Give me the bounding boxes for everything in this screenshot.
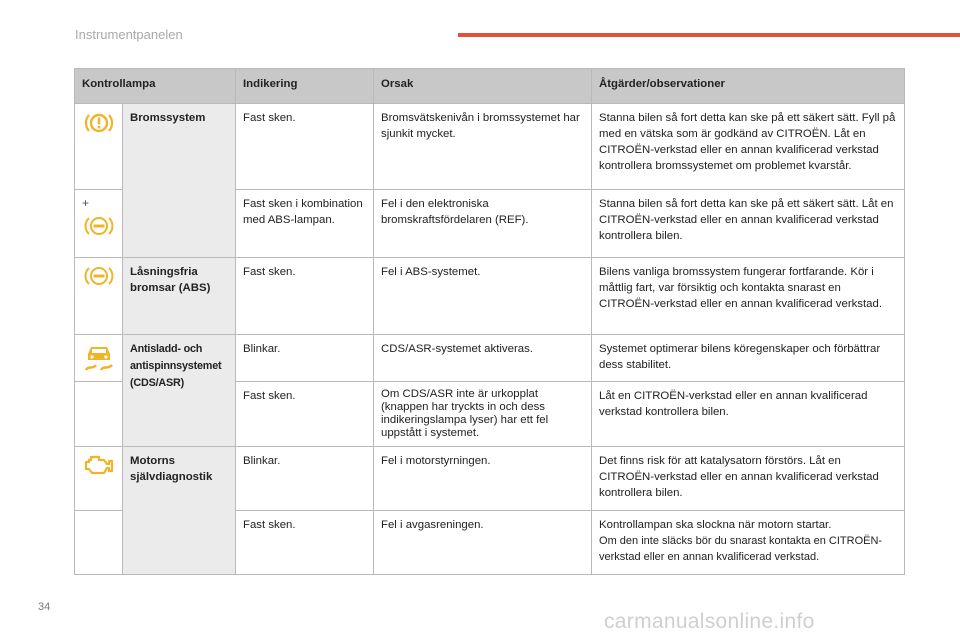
skid-car-icon — [83, 341, 115, 373]
cause-cell: Fel i ABS-systemet. — [374, 258, 592, 335]
brake-warning-icon — [84, 110, 114, 136]
indication-cell: Fast sken. — [236, 258, 374, 335]
table-row — [75, 104, 905, 190]
cause-cell: Fel i avgasreningen. — [374, 511, 592, 575]
icon-cell — [75, 382, 123, 447]
table-header-row — [75, 69, 905, 104]
action-cell — [592, 511, 905, 575]
action-cell: Stanna bilen så fort detta kan ske på ett säkert sätt. Låt en CITROËN-verkstad eller en annan kvalificerad verkstad kontrollera bilen. — [592, 190, 905, 258]
page-number: 34 — [38, 601, 51, 613]
header-indikering: Indikering — [236, 69, 374, 104]
indication-cell: Fast sken. — [236, 511, 374, 575]
abs-icon — [84, 264, 114, 288]
header-kontrollampa: Kontrollampa — [75, 69, 236, 104]
indication-cell: Blinkar. — [236, 447, 374, 511]
cause-cell: Fel i den elektroniska bromskraftsfördelaren (REF). — [374, 190, 592, 258]
cause-cell: Fel i motorstyrningen. — [374, 447, 592, 511]
lamp-name-abs: Låsningsfria bromsar (ABS) — [123, 258, 236, 335]
icon-cell — [75, 447, 123, 511]
warning-lamp-table — [74, 68, 905, 575]
header-orsak: Orsak — [374, 69, 592, 104]
action-line: Kontrollampan ska slockna när motorn startar. — [599, 519, 832, 531]
watermark-text: carmanualsonline.info — [604, 610, 815, 633]
table-row — [75, 258, 905, 335]
indication-cell: Fast sken. — [236, 104, 374, 190]
action-cell: Bilens vanliga bromssystem fungerar fortfarande. Kör i måttlig fart, var försiktig och kontakta snarast en CITROËN-verkstad eller en annan kvalificerad verkstad. — [592, 258, 905, 335]
header-rule — [458, 33, 960, 37]
cause-cell: CDS/ASR-systemet aktiveras. — [374, 335, 592, 382]
action-cell: Låt en CITROËN-verkstad eller en annan kvalificerad verkstad kontrollera bilen. — [592, 382, 905, 447]
abs-icon — [84, 214, 114, 238]
engine-check-icon — [82, 453, 116, 477]
lamp-name-cds-asr: Antisladd- och antispinnsystemet (CDS/ASR) — [123, 335, 236, 447]
plus-sign: + — [82, 196, 90, 210]
cause-cell: Bromsvätskenivån i bromssystemet har sjunkit mycket. — [374, 104, 592, 190]
icon-cell — [75, 190, 123, 258]
icon-cell — [75, 104, 123, 190]
indication-cell: Fast sken i kombination med ABS-lampan. — [236, 190, 374, 258]
table-row — [75, 335, 905, 382]
lamp-name-engine: Motorns självdiagnostik — [123, 447, 236, 575]
section-title: Instrumentpanelen — [75, 27, 183, 42]
icon-cell — [75, 258, 123, 335]
header-atgarder: Åtgärder/observationer — [592, 69, 905, 104]
icon-cell — [75, 335, 123, 382]
action-line: Om den inte släcks bör du snarast kontakta en CITROËN-verkstad eller en annan kvalificerad verkstad. — [599, 535, 883, 563]
icon-cell — [75, 511, 123, 575]
indication-cell: Fast sken. — [236, 382, 374, 447]
table-row — [75, 447, 905, 511]
action-cell: Systemet optimerar bilens köregenskaper och förbättrar dess stabilitet. — [592, 335, 905, 382]
action-cell: Det finns risk för att katalysatorn förstörs. Låt en CITROËN-verkstad eller en annan kvalificerad verkstad kontrollera bilen. — [592, 447, 905, 511]
indication-cell: Blinkar. — [236, 335, 374, 382]
lamp-name-brake: Bromssystem — [123, 104, 236, 258]
cause-cell: Om CDS/ASR inte är urkopplat (knappen har tryckts in och dess indikeringslampa lyser) har ett fel uppstått i systemet. — [374, 382, 592, 447]
action-cell: Stanna bilen så fort detta kan ske på ett säkert sätt. Fyll på med en vätska som är godkänd av CITROËN. Låt en CITROËN-verkstad eller en annan kvalificerad verkstad kontrollera bromssystemet om problemet kvarstår. — [592, 104, 905, 190]
